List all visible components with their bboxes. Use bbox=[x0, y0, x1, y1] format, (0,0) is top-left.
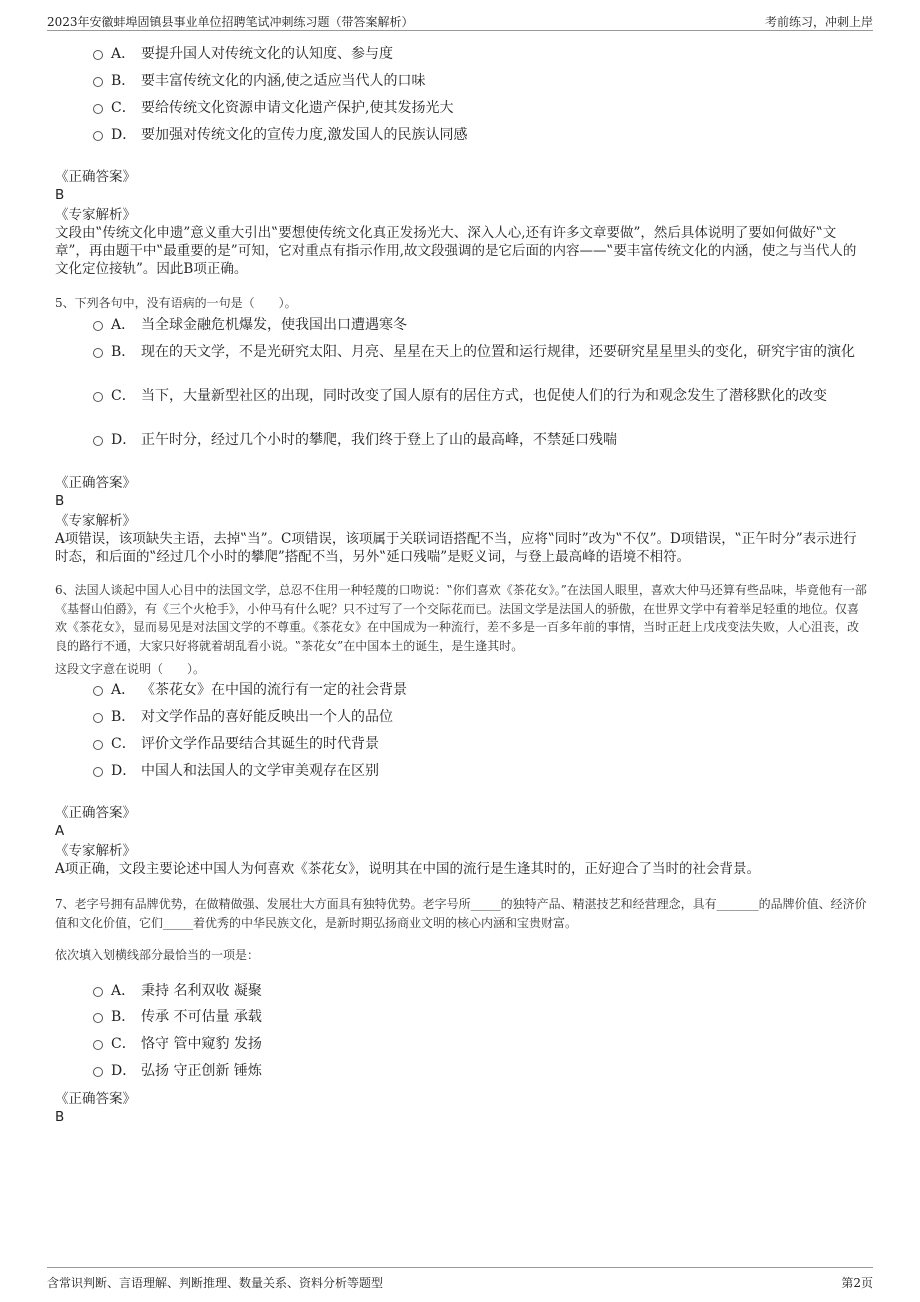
q6-answer: A bbox=[55, 823, 65, 839]
document-title: 2023年安徽蚌埠固镇县事业单位招聘笔试冲刺练习题（带答案解析） bbox=[47, 15, 414, 29]
page-number: 第2页 bbox=[841, 1276, 873, 1290]
q7-option-b[interactable]: B． 传承 不可估量 承载 bbox=[93, 1006, 862, 1028]
q6-option-b[interactable]: B． 对文学作品的喜好能反映出一个人的品位 bbox=[93, 706, 862, 728]
radio-icon[interactable] bbox=[93, 686, 103, 696]
radio-icon[interactable] bbox=[93, 740, 103, 750]
q7-answer-label: 《正确答案》 bbox=[55, 1091, 136, 1107]
q5-answer: B bbox=[55, 493, 65, 509]
q7-question: 依次填入划横线部分最恰当的一项是： bbox=[55, 948, 260, 962]
q5-stem: 5、下列各句中，没有语病的一句是（ ）。 bbox=[55, 296, 297, 310]
radio-icon[interactable] bbox=[93, 1013, 103, 1023]
radio-icon[interactable] bbox=[93, 348, 103, 358]
q5-option-d[interactable]: D． 正午时分，经过几个小时的攀爬，我们终于登上了山的最高峰，不禁延口残喘 bbox=[93, 429, 862, 451]
q6-analysis-label: 《专家解析》 bbox=[55, 843, 136, 859]
radio-icon[interactable] bbox=[93, 436, 103, 446]
q4-answer-label: 《正确答案》 bbox=[55, 169, 136, 185]
q5-answer-label: 《正确答案》 bbox=[55, 475, 136, 491]
q4-option-d[interactable]: D． 要加强对传统文化的宣传力度,激发国人的民族认同感 bbox=[93, 124, 862, 146]
q5-option-c[interactable]: C． 当下，大量新型社区的出现，同时改变了国人原有的居住方式，也促使人们的行为和观念发生了潜移默化的改变 bbox=[93, 385, 862, 407]
q7-stem: 7、老字号拥有品牌优势，在做精做强、发展壮大方面具有独特优势。老字号所_____的独特产品、精湛技艺和经营理念，具有_______的品牌价值、经济价值和文化价值，它们_____着优秀的中华民族文化，是新时期弘扬商业文明的核心内涵和宝贵财富。 bbox=[55, 897, 867, 930]
q4-option-c[interactable]: C． 要给传统文化资源申请文化遗产保护,使其发扬光大 bbox=[93, 97, 862, 119]
q4-answer: B bbox=[55, 187, 65, 203]
radio-icon[interactable] bbox=[93, 392, 103, 402]
q6-option-c[interactable]: C． 评价文学作品要结合其诞生的时代背景 bbox=[93, 733, 862, 755]
q7-option-d[interactable]: D． 弘扬 守正创新 锤炼 bbox=[93, 1060, 862, 1082]
radio-icon[interactable] bbox=[93, 77, 103, 87]
q4-analysis-label: 《专家解析》 bbox=[55, 207, 136, 223]
radio-icon[interactable] bbox=[93, 50, 103, 60]
q5-option-a[interactable]: A． 当全球金融危机爆发，使我国出口遭遇寒冬 bbox=[93, 314, 862, 336]
q4-option-b[interactable]: B． 要丰富传统文化的内涵,使之适应当代人的口味 bbox=[93, 70, 862, 92]
radio-icon[interactable] bbox=[93, 1067, 103, 1077]
q6-option-a[interactable]: A． 《茶花女》在中国的流行有一定的社会背景 bbox=[93, 679, 862, 701]
header-slogan: 考前练习，冲刺上岸 bbox=[764, 15, 873, 29]
q7-option-a[interactable]: A． 秉持 名利双收 凝聚 bbox=[93, 980, 862, 1002]
q4-analysis: 文段由‟传统文化申遗”意义重大引出‟要想使传统文化真正发扬光大、深入人心,还有许多文章要做”，然后具体说明了要如何做好‟文章”，再由题干中‟最重要的是”可知，它对重点有指示作用,故文段强调的是它后面的内容——‟要丰富传统文化的内涵，使之与当代人的文化定位接轨”。因此B项正确。 bbox=[55, 225, 857, 277]
q6-stem: 6、法国人谈起中国人心目中的法国文学，总忍不住用一种轻蔑的口吻说：‟你们喜欢《茶花女》。”在法国人眼里，喜欢大仲马还算有些品味，毕竟他有一部《基督山伯爵》，有《三个火枪手》，小仲马有什么呢？只不过写了一个交际花而已。法国文学是法国人的骄傲，在世界文学中有着举足轻重的地位。仅喜欢《茶花女》，显而易见是对法国文学的不尊重。《茶花女》在中国成为一种流行，差不多是一百多年前的事情，当时正赶上戊戌变法失败，人心沮丧，改良的路行不通，大家只好将就着胡乱看小说。‟茶花女”在中国本土的诞生，是生逢其时。 bbox=[55, 583, 867, 653]
q6-question: 这段文字意在说明（ ）。 bbox=[55, 662, 206, 676]
page-header bbox=[47, 10, 873, 31]
radio-icon[interactable] bbox=[93, 987, 103, 997]
q4-option-a[interactable]: A． 要提升国人对传统文化的认知度、参与度 bbox=[93, 43, 862, 65]
radio-icon[interactable] bbox=[93, 104, 103, 114]
radio-icon[interactable] bbox=[93, 321, 103, 331]
q6-option-d[interactable]: D． 中国人和法国人的文学审美观存在区别 bbox=[93, 760, 862, 782]
q7-option-c[interactable]: C． 恪守 管中窥豹 发扬 bbox=[93, 1033, 862, 1055]
q5-option-b[interactable]: B． 现在的天文学，不是光研究太阳、月亮、星星在天上的位置和运行规律，还要研究星星里头的变化，研究宇宙的演化 bbox=[93, 341, 862, 363]
q5-analysis: A项错误，该项缺失主语，去掉‟当”。C项错误，该项属于关联词语搭配不当，应将‟同时”改为‟不仅”。D项错误，‟正午时分”表示进行时态，和后面的‟经过几个小时的攀爬”搭配不当，另外‟延口残喘”是贬义词，与登上最高峰的语境不相符。 bbox=[55, 531, 857, 565]
q6-analysis: A项正确，文段主要论述中国人为何喜欢《茶花女》，说明其在中国的流行是生逢其时的，正好迎合了当时的社会背景。 bbox=[55, 861, 760, 877]
radio-icon[interactable] bbox=[93, 131, 103, 141]
radio-icon[interactable] bbox=[93, 1040, 103, 1050]
q6-answer-label: 《正确答案》 bbox=[55, 805, 136, 821]
q7-answer: B bbox=[55, 1109, 65, 1125]
radio-icon[interactable] bbox=[93, 767, 103, 777]
page-footer bbox=[47, 1267, 873, 1294]
q5-analysis-label: 《专家解析》 bbox=[55, 513, 136, 529]
footer-topics: 含常识判断、言语理解、判断推理、数量关系、资料分析等题型 bbox=[47, 1276, 384, 1290]
radio-icon[interactable] bbox=[93, 713, 103, 723]
